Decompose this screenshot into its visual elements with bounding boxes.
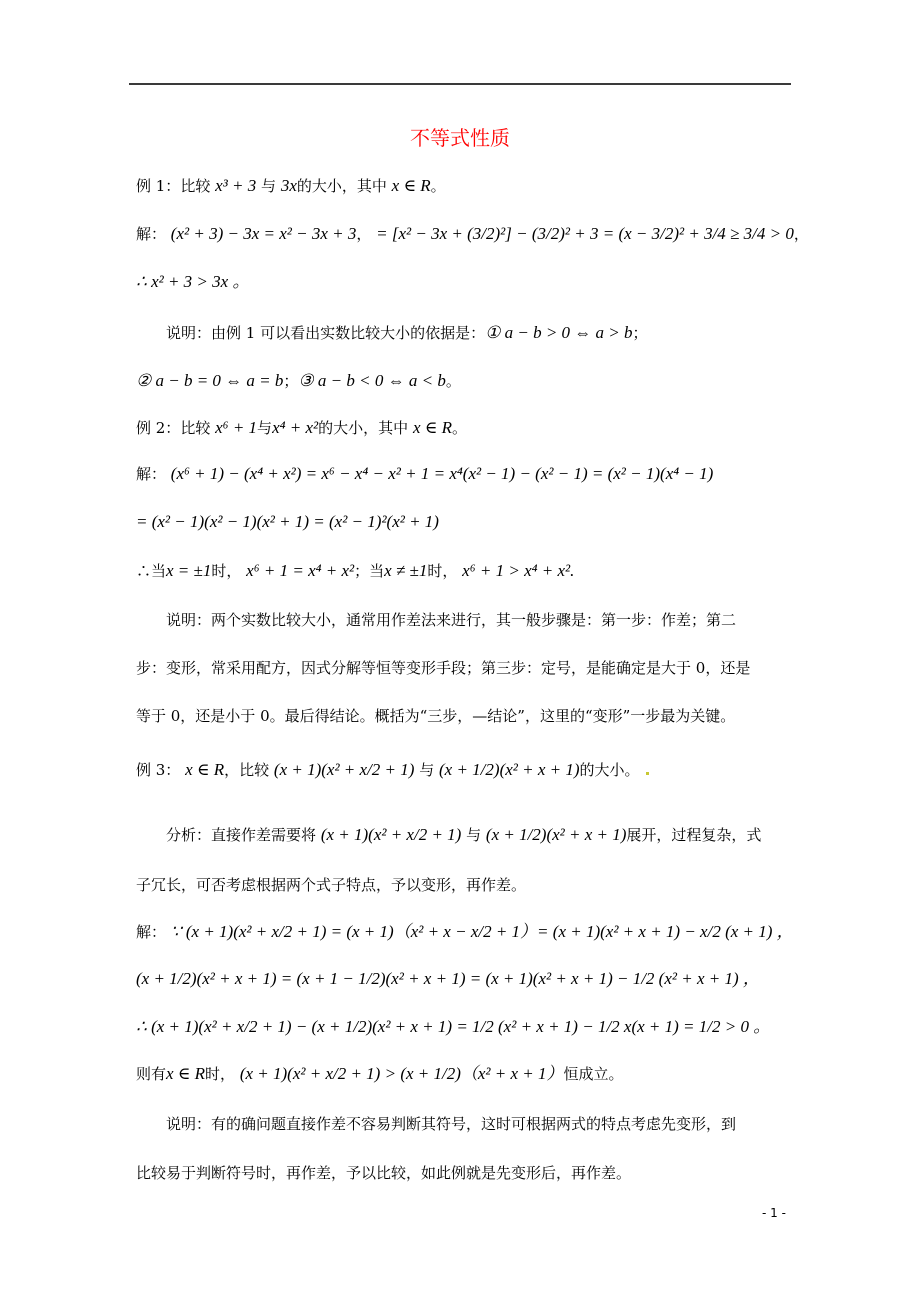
solution-label: 解： (136, 923, 167, 941)
note3-line2-text: 比较易于判断符号时，再作差，予以比较，如此例就是先变形后，再作差。 (136, 1164, 632, 1182)
example2-domain: x ∈ R (412, 418, 452, 437)
note3-label: 说明： (166, 1115, 212, 1133)
case1-time: 时， (211, 562, 242, 580)
example3-expr-a: (x + 1)(x² + x/2 + 1) (273, 760, 415, 779)
case-separator: ；当 (354, 562, 385, 580)
analysis-text2: 展开，过程复杂，式 (626, 826, 762, 844)
example3-solution-line1 (136, 922, 794, 942)
example3-note-line2 (136, 1163, 631, 1183)
example3-conclusion-end: 恒成立。 (563, 1065, 624, 1083)
case1-result: x⁶ + 1 = x⁴ + x² (246, 561, 355, 580)
analysis-expr-a: (x + 1)(x² + x/2 + 1) (320, 825, 462, 844)
example1-end: 。 (430, 177, 446, 195)
note3-line1-text: 有的确问题直接作差不容易判断其符号，这时可根据两式的特点考虑先变形，到 (211, 1115, 737, 1133)
example2-question (136, 418, 467, 438)
example2-label: 例 2： (136, 419, 181, 437)
example3-note-line1 (166, 1114, 736, 1134)
note2-line3-text: 等于 0，还是小于 0。最后得结论。概括为“三步，—结论”，这里的“变形”一步最为关键。 (136, 707, 736, 725)
example1-solution-part2: = [x² − 3x + (3/2)²] − (3/2)² + 3 = (x − 3/2)² + 3/4 ≥ 3/4 > 0 (376, 224, 794, 243)
example2-note-line2 (136, 658, 750, 678)
example1-conclusion (136, 272, 249, 292)
example3-solution-line3-text: ∴ (x + 1)(x² + x/2 + 1) − (x + 1/2)(x² + x + 1) = 1/2 (x² + x + 1) − 1/2 x(x + 1) = 1/2 > 0 。 (136, 1017, 771, 1036)
note1-label: 说明： (166, 324, 212, 342)
example2-solution-line1 (136, 464, 713, 484)
note1-line1: 说明：由例 1 可以看出实数比较大小的依据是：① a − b > 0 ⇔ a > b； (166, 323, 648, 342)
example3-conclusion-domain: x ∈ R (166, 1064, 206, 1083)
example2-expr-b: x⁴ + x² (272, 418, 319, 437)
page-title: 不等式性质 (410, 126, 510, 150)
example3-tail: 的大小。 (579, 761, 640, 779)
note2-label: 说明： (166, 611, 212, 629)
example3-conclusion-time: 时， (205, 1065, 236, 1083)
example1-expr-b: 3x (280, 176, 297, 195)
example2-solution-line2-text: = (x² − 1)(x² − 1)(x² + 1) = (x² − 1)²(x² + 1) (136, 512, 439, 531)
example2-tail: 的大小，其中 (318, 419, 409, 437)
example3-question-text: ，比较 (224, 761, 270, 779)
note2-line2-text: 步：变形，常采用配方，因式分解等恒等变形手段；第三步：定号，是能确定是大于 0，还是 (136, 659, 751, 677)
example1-question-text: 比较 (180, 177, 211, 195)
analysis-text1: 直接作差需要将 (211, 826, 317, 844)
solution-label: 解： (136, 225, 167, 243)
page-number: - 1 - (762, 1206, 786, 1220)
example3-solution-line1-text: ∵ (x + 1)(x² + x/2 + 1) = (x + 1)（x² + x − x/2 + 1）= (x + 1)(x² + x + 1) − x/2 (x + 1) ， (170, 922, 794, 941)
example3-conclusion-expr: (x + 1)(x² + x/2 + 1) > (x + 1/2)（x² + x + 1） (239, 1064, 564, 1083)
example3-conclusion (136, 1064, 624, 1084)
example1-label: 例 1： (136, 177, 181, 195)
case2-condition: x ≠ ±1 (384, 561, 428, 580)
example3-solution-line3 (136, 1017, 770, 1037)
note1-rule2: ② a − b = 0 ⇔ a = b (136, 371, 284, 390)
example1-solution-part1: (x² + 3) − 3x = x² − 3x + 3 (170, 224, 357, 243)
example1-solution: 解： (x² + 3) − 3x = x² − 3x + 3， = [x² − 3x + (3/2)²] − (3/2)² + 3 = (x − 3/2)² + 3/4 ≥ 3/4 > 0， (136, 224, 809, 243)
case2-time: 时， (427, 562, 458, 580)
example3-analysis-line2 (136, 875, 526, 895)
example3-solution-line2 (136, 969, 760, 989)
example3-question (136, 760, 649, 780)
example1-conclusion-text: ∴ x² + 3 > 3x 。 (136, 272, 250, 291)
analysis-conj: 与 (466, 826, 482, 844)
example2-expr-a: x⁶ + 1 (215, 418, 258, 437)
example2-conclusion (136, 561, 574, 581)
note1-line2: ② a − b = 0 ⇔ a = b；③ a − b < 0 ⇔ a < b。 (136, 371, 461, 390)
case2-result: x⁶ + 1 > x⁴ + x². (462, 561, 575, 580)
note1-rule1: ① a − b > 0 ⇔ a > b (485, 323, 633, 342)
case1-condition: x = ±1 (166, 561, 212, 580)
example3-expr-b: (x + 1/2)(x² + x + 1) (439, 760, 580, 779)
example2-end: 。 (451, 419, 467, 437)
example3-conj: 与 (419, 761, 435, 779)
example1-domain: x ∈ R (391, 176, 431, 195)
example2-note-line1 (166, 610, 736, 630)
analysis-expr-b: (x + 1/2)(x² + x + 1) (485, 825, 627, 844)
example3-conclusion-prefix: 则有 (136, 1065, 167, 1083)
example3-domain: x ∈ R (185, 760, 225, 779)
example2-solution-line1-text: (x⁶ + 1) − (x⁴ + x²) = x⁶ − x⁴ − x² + 1 = x⁴(x² − 1) − (x² − 1) = (x² − 1)(x⁴ − 1) (170, 464, 714, 483)
note2-line1-text: 两个实数比较大小，通常用作差法来进行，其一般步骤是：第一步：作差；第二 (211, 611, 737, 629)
example1-tail: 的大小，其中 (296, 177, 387, 195)
analysis-line2-text: 子冗长，可否考虑根据两个式子特点，予以变形，再作差。 (136, 876, 527, 894)
example3-analysis-line1 (166, 825, 761, 845)
example3-solution-line2-text: (x + 1/2)(x² + x + 1) = (x + 1 − 1/2)(x² + x + 1) = (x + 1)(x² + x + 1) − 1/2 (x² + x + 1) ， (136, 969, 760, 988)
note1-text: 由例 1 可以看出实数比较大小的依据是： (211, 324, 486, 342)
analysis-label: 分析： (166, 826, 212, 844)
highlight-dot (646, 772, 649, 775)
example2-solution-line2 (136, 512, 439, 532)
example2-conclusion-prefix: ∴当 (136, 562, 167, 580)
example2-conj: 与 (257, 419, 273, 437)
solution-label: 解： (136, 465, 167, 483)
example1-expr-a: x³ + 3 (215, 176, 257, 195)
header-rule (129, 83, 791, 85)
example2-question-text: 比较 (180, 419, 211, 437)
example2-note-line3 (136, 706, 735, 726)
note1-rule3: ③ a − b < 0 ⇔ a < b (298, 371, 446, 390)
example1-question (136, 176, 446, 196)
example3-label: 例 3： (136, 761, 181, 779)
example1-conj: 与 (261, 177, 277, 195)
